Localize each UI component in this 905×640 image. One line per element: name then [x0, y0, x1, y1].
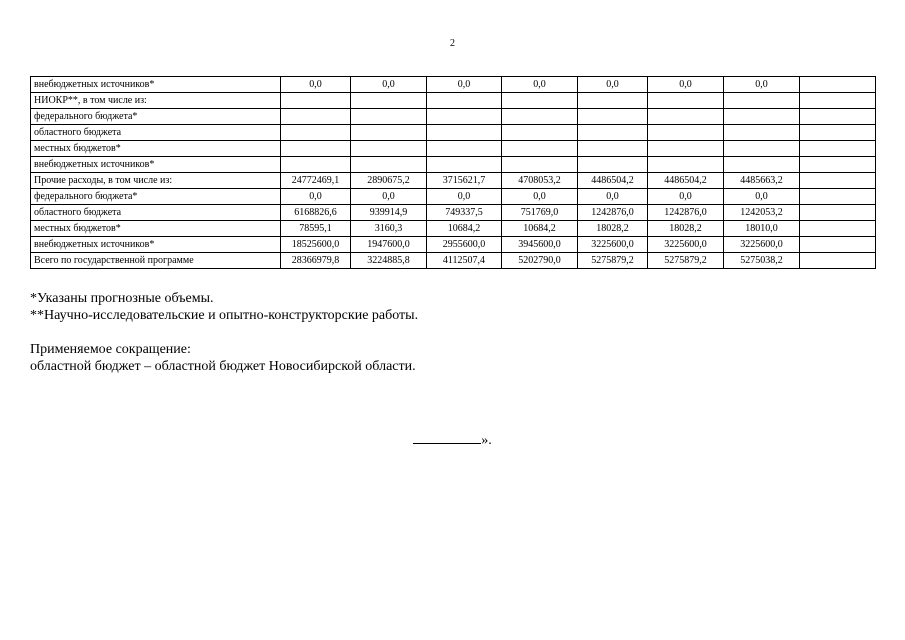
- value-cell: 3225600,0: [648, 237, 724, 253]
- value-cell: 0,0: [724, 189, 800, 205]
- row-label: НИОКР**, в том числе из:: [31, 93, 281, 109]
- value-cell: 0,0: [502, 189, 578, 205]
- table-row: [31, 93, 876, 109]
- value-cell: [800, 77, 876, 93]
- value-cell: [351, 125, 427, 141]
- value-cell: [578, 157, 648, 173]
- value-cell: [578, 141, 648, 157]
- value-cell: 3224885,8: [351, 253, 427, 269]
- value-cell: 1242876,0: [578, 205, 648, 221]
- value-cell: 6168826,6: [281, 205, 351, 221]
- value-cell: 10684,2: [427, 221, 502, 237]
- value-cell: [427, 125, 502, 141]
- value-cell: 2890675,2: [351, 173, 427, 189]
- value-cell: 0,0: [578, 77, 648, 93]
- value-cell: [800, 93, 876, 109]
- abbreviation-text: областной бюджет – областной бюджет Новосибирской области.: [30, 359, 416, 374]
- value-cell: [578, 109, 648, 125]
- value-cell: [578, 125, 648, 141]
- value-cell: [724, 93, 800, 109]
- value-cell: 1947600,0: [351, 237, 427, 253]
- value-cell: [800, 237, 876, 253]
- value-cell: 751769,0: [502, 205, 578, 221]
- end-underline: [413, 430, 481, 444]
- value-cell: [800, 205, 876, 221]
- value-cell: 0,0: [578, 189, 648, 205]
- value-cell: [800, 189, 876, 205]
- value-cell: 3160,3: [351, 221, 427, 237]
- value-cell: [281, 109, 351, 125]
- row-label: местных бюджетов*: [31, 141, 281, 157]
- value-cell: 3715621,7: [427, 173, 502, 189]
- value-cell: [800, 141, 876, 157]
- value-cell: 18525600,0: [281, 237, 351, 253]
- value-cell: 5202790,0: [502, 253, 578, 269]
- row-label: федерального бюджета*: [31, 189, 281, 205]
- value-cell: 0,0: [351, 189, 427, 205]
- row-label: федерального бюджета*: [31, 109, 281, 125]
- abbreviation-title: Применяемое сокращение:: [30, 342, 191, 357]
- value-cell: 0,0: [648, 77, 724, 93]
- value-cell: [281, 93, 351, 109]
- value-cell: 78595,1: [281, 221, 351, 237]
- value-cell: 749337,5: [427, 205, 502, 221]
- value-cell: [351, 109, 427, 125]
- value-cell: [648, 125, 724, 141]
- value-cell: [800, 173, 876, 189]
- value-cell: [724, 141, 800, 157]
- table-row: [31, 125, 876, 141]
- row-label: областного бюджета: [31, 125, 281, 141]
- table-row: [31, 77, 876, 93]
- value-cell: [281, 125, 351, 141]
- value-cell: 0,0: [724, 77, 800, 93]
- value-cell: 24772469,1: [281, 173, 351, 189]
- value-cell: 0,0: [648, 189, 724, 205]
- value-cell: 28366979,8: [281, 253, 351, 269]
- value-cell: 5275038,2: [724, 253, 800, 269]
- row-label: внебюджетных источников*: [31, 237, 281, 253]
- value-cell: [502, 141, 578, 157]
- value-cell: [800, 125, 876, 141]
- value-cell: [427, 157, 502, 173]
- value-cell: 1242053,2: [724, 205, 800, 221]
- value-cell: 4485663,2: [724, 173, 800, 189]
- value-cell: [724, 125, 800, 141]
- row-label: областного бюджета: [31, 205, 281, 221]
- notes-gap: [30, 324, 870, 341]
- table-row: [31, 109, 876, 125]
- value-cell: [351, 141, 427, 157]
- end-mark-suffix: ».: [481, 433, 492, 448]
- page-number: 2: [450, 38, 455, 49]
- value-cell: [800, 221, 876, 237]
- table-row: [31, 253, 876, 269]
- value-cell: [281, 141, 351, 157]
- value-cell: 3225600,0: [578, 237, 648, 253]
- value-cell: [502, 109, 578, 125]
- table-row: [31, 221, 876, 237]
- value-cell: [427, 141, 502, 157]
- value-cell: [502, 157, 578, 173]
- value-cell: 4112507,4: [427, 253, 502, 269]
- value-cell: [724, 109, 800, 125]
- table-row: [31, 141, 876, 157]
- budget-table: [30, 76, 876, 269]
- value-cell: [351, 157, 427, 173]
- value-cell: 939914,9: [351, 205, 427, 221]
- value-cell: 5275879,2: [578, 253, 648, 269]
- note-forecast: *Указаны прогнозные объемы.: [30, 291, 214, 306]
- row-label: внебюджетных источников*: [31, 157, 281, 173]
- value-cell: [648, 109, 724, 125]
- value-cell: [281, 157, 351, 173]
- row-label: местных бюджетов*: [31, 221, 281, 237]
- table-row: [31, 189, 876, 205]
- value-cell: [427, 109, 502, 125]
- value-cell: [800, 253, 876, 269]
- value-cell: [427, 93, 502, 109]
- value-cell: 10684,2: [502, 221, 578, 237]
- value-cell: [578, 93, 648, 109]
- table-row: [31, 205, 876, 221]
- row-label: внебюджетных источников*: [31, 77, 281, 93]
- note-niokr: **Научно-исследовательские и опытно-конструкторские работы.: [30, 308, 419, 323]
- value-cell: 18010,0: [724, 221, 800, 237]
- value-cell: 3225600,0: [724, 237, 800, 253]
- value-cell: 18028,2: [578, 221, 648, 237]
- value-cell: [800, 157, 876, 173]
- value-cell: 0,0: [427, 189, 502, 205]
- value-cell: 0,0: [351, 77, 427, 93]
- value-cell: 3945600,0: [502, 237, 578, 253]
- budget-table-body: [31, 77, 876, 269]
- table-row: [31, 157, 876, 173]
- value-cell: [502, 93, 578, 109]
- value-cell: [648, 93, 724, 109]
- value-cell: 4486504,2: [648, 173, 724, 189]
- value-cell: 18028,2: [648, 221, 724, 237]
- value-cell: 1242876,0: [648, 205, 724, 221]
- row-label: Всего по государственной программе: [31, 253, 281, 269]
- value-cell: 5275879,2: [648, 253, 724, 269]
- table-row: [31, 237, 876, 253]
- value-cell: [724, 157, 800, 173]
- value-cell: 0,0: [502, 77, 578, 93]
- value-cell: [800, 109, 876, 125]
- value-cell: 4486504,2: [578, 173, 648, 189]
- notes-section: [30, 290, 870, 375]
- row-label: Прочие расходы, в том числе из:: [31, 173, 281, 189]
- value-cell: 0,0: [427, 77, 502, 93]
- value-cell: 0,0: [281, 189, 351, 205]
- value-cell: 0,0: [281, 77, 351, 93]
- value-cell: [502, 125, 578, 141]
- value-cell: [648, 157, 724, 173]
- document-end-mark: [0, 430, 905, 449]
- value-cell: 2955600,0: [427, 237, 502, 253]
- value-cell: 4708053,2: [502, 173, 578, 189]
- value-cell: [648, 141, 724, 157]
- value-cell: [351, 93, 427, 109]
- table-row: [31, 173, 876, 189]
